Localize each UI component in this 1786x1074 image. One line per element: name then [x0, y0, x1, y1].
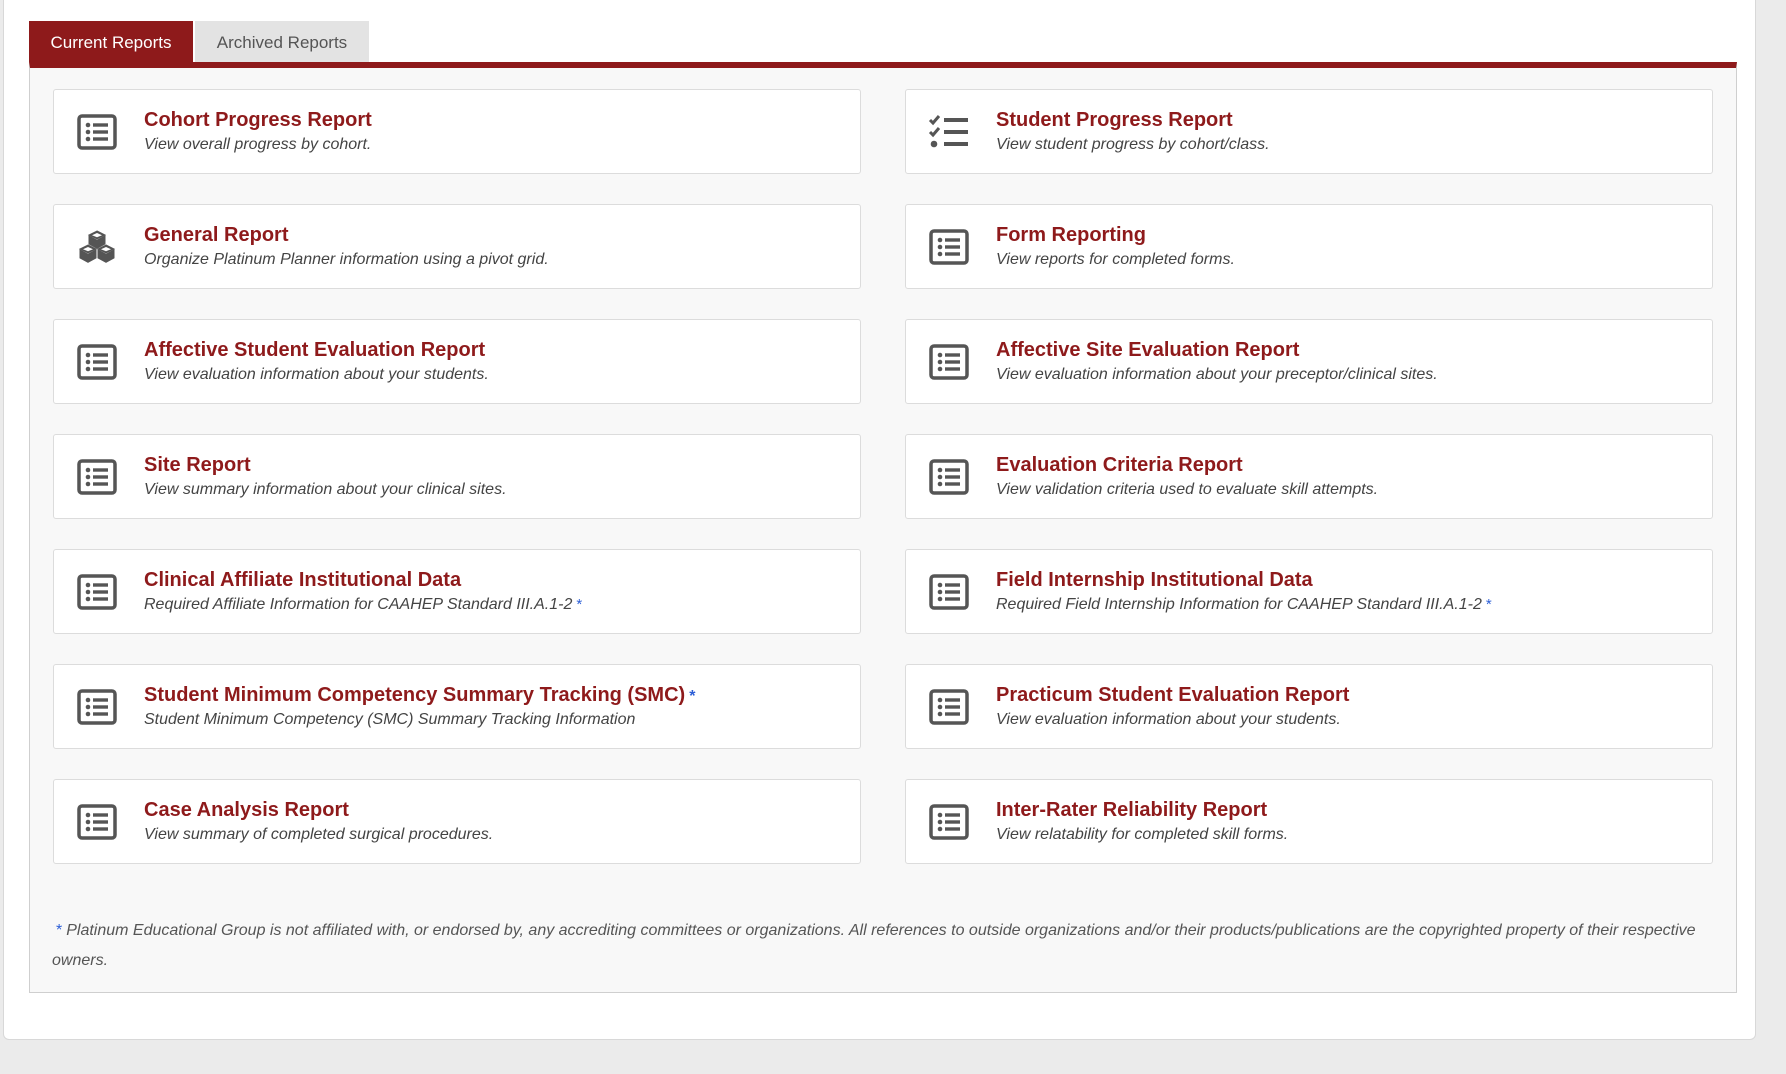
report-item[interactable] [53, 549, 861, 634]
list-icon [926, 685, 972, 729]
list-icon [926, 340, 972, 384]
list-icon [926, 455, 972, 499]
report-text [144, 682, 848, 731]
report-item[interactable] [53, 664, 861, 749]
report-item[interactable] [905, 434, 1713, 519]
report-description [144, 824, 848, 846]
report-text [996, 452, 1700, 501]
report-title-line [996, 337, 1700, 363]
report-title-link[interactable]: Field Internship Institutional Data [996, 569, 1313, 591]
report-item[interactable] [905, 204, 1713, 289]
report-description [996, 364, 1700, 386]
report-description-text: View student progress by cohort/class. [996, 136, 1270, 153]
list-icon [74, 110, 120, 154]
list-icon [926, 225, 972, 269]
report-title-link[interactable]: Affective Student Evaluation Report [144, 339, 486, 361]
report-title-link[interactable]: Site Report [144, 454, 251, 476]
list-icon [74, 800, 120, 844]
report-item[interactable] [905, 549, 1713, 634]
report-title-line [144, 797, 848, 823]
report-description [996, 134, 1700, 156]
footnote-text: Platinum Educational Group is not affiliated with, or endorsed by, any accrediting committees or organizations. All references to outside organizations and/or their products/publications are the copyrighted property of their respective owners. [52, 922, 1696, 969]
report-title-line [996, 567, 1700, 593]
report-title-link[interactable]: General Report [144, 224, 289, 246]
report-text [996, 682, 1700, 731]
report-item[interactable] [905, 664, 1713, 749]
report-title-link[interactable]: Evaluation Criteria Report [996, 454, 1243, 476]
disclaimer-footnote [52, 916, 1702, 976]
report-text [996, 222, 1700, 271]
reports-grid [53, 89, 1713, 864]
report-item[interactable] [53, 779, 861, 864]
report-title-link[interactable]: Student Progress Report [996, 109, 1233, 131]
report-title-line [144, 222, 848, 248]
report-description [144, 364, 848, 386]
report-title-line [144, 452, 848, 478]
report-title-link[interactable]: Inter-Rater Reliability Report [996, 799, 1268, 821]
report-title-line [144, 107, 848, 133]
report-title-link[interactable]: Clinical Affiliate Institutional Data [144, 569, 462, 591]
checklist-icon [926, 110, 972, 154]
report-text [144, 222, 848, 271]
report-title-line [144, 337, 848, 363]
report-description-text: View evaluation information about your preceptor/clinical sites. [996, 366, 1438, 383]
description-asterisk: * [1485, 596, 1492, 613]
report-description-text: View evaluation information about your students. [144, 366, 489, 383]
report-item[interactable] [53, 319, 861, 404]
report-description [996, 709, 1700, 731]
report-description-text: View overall progress by cohort. [144, 136, 372, 153]
report-title-line [996, 682, 1700, 708]
title-asterisk: * [689, 688, 696, 705]
report-description [144, 249, 848, 271]
report-description [996, 594, 1700, 616]
report-description-text: View relatability for completed skill forms. [996, 826, 1289, 843]
report-title-line [996, 107, 1700, 133]
reports-panel [29, 62, 1737, 993]
report-item[interactable] [53, 204, 861, 289]
report-title-link[interactable]: Case Analysis Report [144, 799, 349, 821]
report-title-line [996, 222, 1700, 248]
report-text [144, 337, 848, 386]
report-title-link[interactable]: Affective Site Evaluation Report [996, 339, 1300, 361]
report-title-line [996, 797, 1700, 823]
report-description-text: Student Minimum Competency (SMC) Summary Tracking Information [144, 711, 636, 728]
report-description-text: View summary of completed surgical procedures. [144, 826, 494, 843]
report-description-text: Organize Platinum Planner information using a pivot grid. [144, 251, 549, 268]
report-text [996, 337, 1700, 386]
report-description [996, 824, 1700, 846]
report-title-line [144, 682, 848, 708]
report-item[interactable] [53, 89, 861, 174]
tab-current-reports[interactable]: Current Reports [29, 21, 193, 62]
cubes-icon [74, 225, 120, 269]
report-description-text: View reports for completed forms. [996, 251, 1235, 268]
footnote-asterisk: * [56, 922, 63, 939]
description-asterisk: * [576, 596, 583, 613]
reports-card [3, 0, 1756, 1040]
report-description [996, 479, 1700, 501]
report-description-text: Required Affiliate Information for CAAHEP Standard III.A.1-2 [144, 596, 573, 613]
report-text [144, 452, 848, 501]
report-text [996, 797, 1700, 846]
report-item[interactable] [905, 319, 1713, 404]
list-icon [74, 455, 120, 499]
report-description [996, 249, 1700, 271]
list-icon [926, 800, 972, 844]
report-title-link[interactable]: Form Reporting [996, 224, 1146, 246]
list-icon [74, 685, 120, 729]
report-description-text: View validation criteria used to evaluate skill attempts. [996, 481, 1379, 498]
report-text [996, 567, 1700, 616]
report-title-link[interactable]: Cohort Progress Report [144, 109, 372, 131]
report-title-line [144, 567, 848, 593]
report-description [144, 134, 848, 156]
report-tabs [29, 21, 369, 62]
report-item[interactable] [905, 89, 1713, 174]
tab-archived-reports[interactable]: Archived Reports [195, 21, 369, 62]
report-description-text: Required Field Internship Information for CAAHEP Standard III.A.1-2 [996, 596, 1482, 613]
list-icon [74, 340, 120, 384]
report-title-link[interactable]: Practicum Student Evaluation Report [996, 684, 1350, 706]
report-text [144, 107, 848, 156]
report-description-text: View summary information about your clinical sites. [144, 481, 507, 498]
report-description [144, 709, 848, 731]
report-title-link[interactable]: Student Minimum Competency Summary Tracking (SMC) [144, 684, 686, 706]
report-item[interactable] [53, 434, 861, 519]
report-description [144, 594, 848, 616]
report-text [996, 107, 1700, 156]
report-description-text: View evaluation information about your students. [996, 711, 1341, 728]
report-title-line [996, 452, 1700, 478]
list-icon [926, 570, 972, 614]
report-item[interactable] [905, 779, 1713, 864]
report-description [144, 479, 848, 501]
list-icon [74, 570, 120, 614]
report-text [144, 797, 848, 846]
report-text [144, 567, 848, 616]
